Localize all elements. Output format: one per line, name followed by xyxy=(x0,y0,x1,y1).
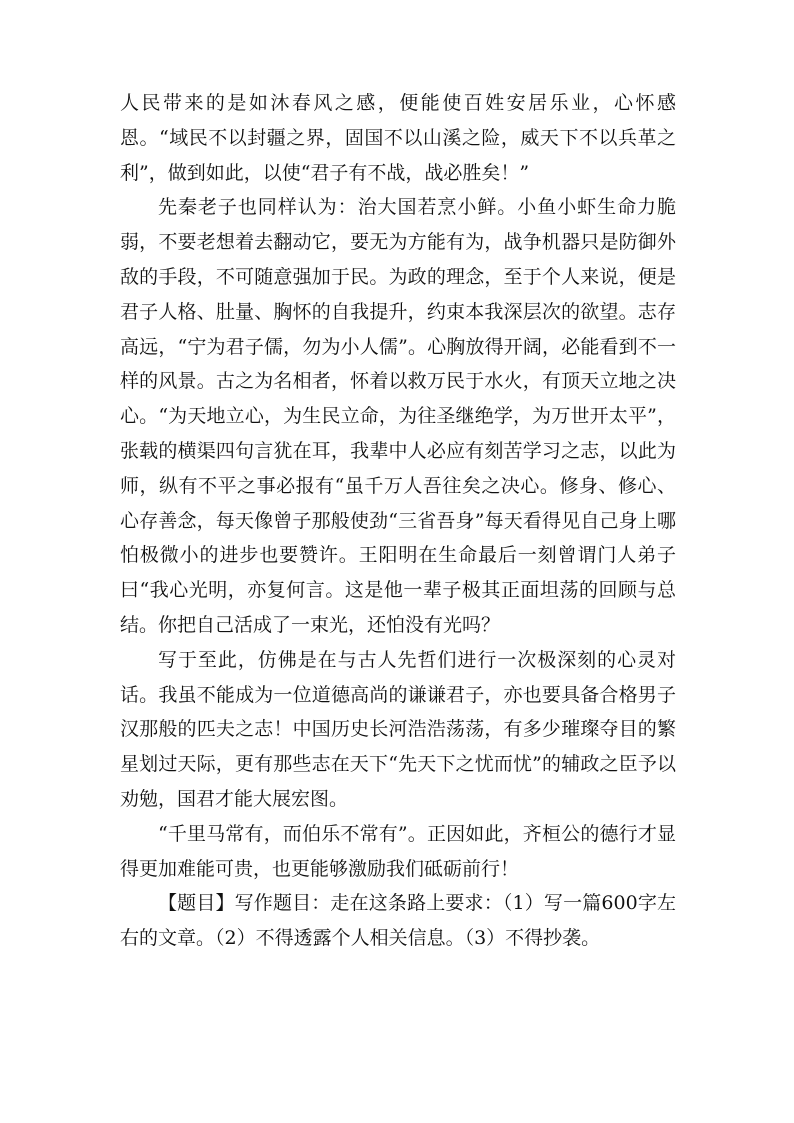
paragraph-5-prompt: 【题目】写作题目：走在这条路上要求：（1）写一篇600字左右的文章。（2）不得透露个人相关信息。（3）不得抄袭。 xyxy=(120,892,676,950)
paragraph-3: 写于至此，仿佛是在与古人先哲们进行一次极深刻的心灵对话。我虽不能成为一位道德高尚的谦谦君子，亦也要具备合格男子汉那般的匹夫之志！中国历史长河浩浩荡荡，有多少璀璨夺目的繁星划过天际，更有那些志在天下“先天下之忧而忧”的辅政之臣予以劝勉，国君才能大展宏图。 xyxy=(120,648,676,810)
paragraph-2: 先秦老子也同样认为：治大国若烹小鲜。小鱼小虾生命力脆弱，不要老想着去翻动它，要无为方能有为，战争机器只是防御外敌的手段，不可随意强加于民。为政的理念，至于个人来说，便是君子人格、肚量、胸怀的自我提升，约束本我深层次的欲望。志存高远，“宁为君子儒，勿为小人儒”。心胸放得开阔，必能看到不一样的风景。古之为名相者，怀着以救万民于水火，有顶天立地之决心。“为天地立心，为生民立命，为往圣继绝学，为万世开太平”，张载的横渠四句言犹在耳，我辈中人必应有刻苦学习之志，以此为师，纵有不平之事必报有“虽千万人吾往矣之决心。修身、修心、心存善念，每天像曾子那般使劲“三省吾身”每天看得见自己身上哪怕极微小的进步也要赞许。王阳明在生命最后一刻曾谓门人弟子曰“我心光明，亦复何言。这是他一辈子极其正面坦荡的回顾与总结。你把自己活成了一束光，还怕没有光吗？ xyxy=(120,196,676,636)
paragraph-4: “千里马常有，而伯乐不常有”。正因如此，齐桓公的德行才显得更加难能可贵，也更能够激励我们砥砺前行！ xyxy=(120,822,676,880)
paragraph-1: 人民带来的是如沐春风之感，便能使百姓安居乐业，心怀感恩。“域民不以封疆之界，固国不以山溪之险，威天下不以兵革之利”，做到如此，以使“君子有不战，战必胜矣！” xyxy=(120,92,676,184)
document-body xyxy=(120,86,676,956)
